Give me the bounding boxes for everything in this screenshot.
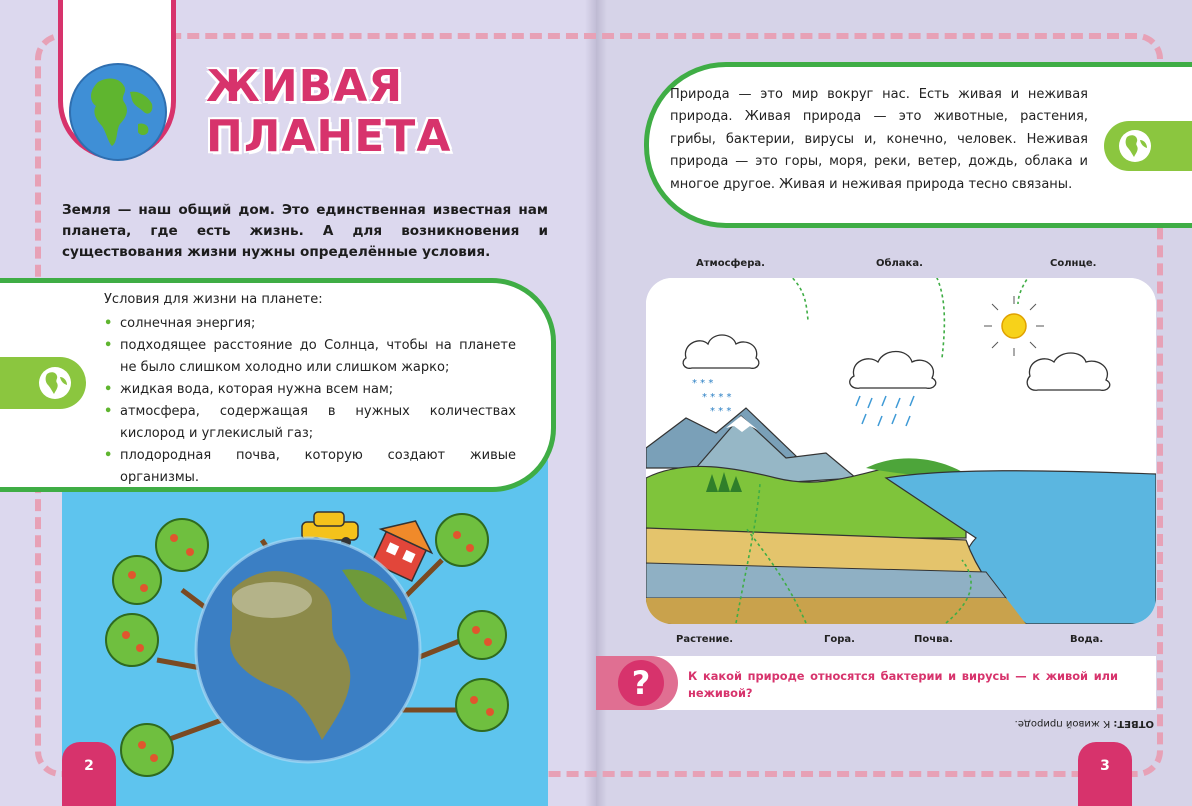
landscape-drawing: [646, 278, 1156, 624]
svg-text:* * * *: * * * *: [702, 392, 732, 403]
conditions-list: [104, 313, 516, 489]
label-mountain: Гора.: [824, 634, 855, 645]
answer-upside-down: [958, 718, 1154, 729]
page-number-right: [1078, 742, 1132, 806]
answer-text: К живой природе.: [1014, 718, 1111, 729]
conditions-title: Условия для жизни на планете:: [104, 292, 323, 307]
label-water: Вода.: [1070, 634, 1104, 645]
nature-paragraph: Природа — это мир вокруг нас. Есть живая и неживая природа. Живая природа — это животные, растения, грибы, бактерии, вирусы и, конечно, человек. Неживая природа — это горы, моря, реки, ветер, дождь, облака и многое другое. Живая и неживая природа тесно связаны.: [670, 87, 1088, 192]
question-icon: ?: [618, 660, 664, 706]
planet-earth-drawing: [62, 440, 548, 806]
page-number: 3: [1100, 758, 1110, 774]
list-item: • атмосфера, содержащая в нужных количествах кислород и углекислый газ;: [104, 401, 516, 445]
label-sun: Солнце.: [1050, 258, 1097, 269]
label-soil: Почва.: [914, 634, 953, 645]
label-plant: Растение.: [676, 634, 734, 645]
label-atmosphere: Атмосфера.: [696, 258, 765, 269]
intro-paragraph: Земля — наш общий дом. Это единственная известная нам планета, где есть жизнь. А для возникновения и существования жизни нужны определённые условия.: [62, 202, 548, 260]
title-line-2: ПЛАНЕТА: [206, 111, 452, 162]
list-item: • плодородная почва, которую создают живые организмы.: [104, 445, 516, 489]
page-title: [206, 62, 451, 162]
planet-illustration: [62, 440, 548, 806]
svg-text:* * *: * * *: [710, 406, 732, 417]
list-item: • солнечная энергия;: [104, 313, 516, 335]
globe-icon: [1117, 128, 1153, 164]
label-clouds: Облака.: [876, 258, 923, 269]
list-item: • жидкая вода, которая нужна всем нам;: [104, 379, 516, 401]
page-number: 2: [84, 758, 94, 774]
title-line-1: ЖИВАЯ: [206, 61, 404, 112]
svg-text:* * *: * * *: [692, 378, 714, 389]
question-text: К какой природе относятся бактерии и вирусы — к живой или неживой?: [688, 669, 1118, 700]
page-number-left: [62, 742, 116, 806]
answer-label: ОТВЕТ:: [1113, 718, 1154, 729]
list-item: • подходящее расстояние до Солнца, чтобы на планете не было слишком холодно или слишком жарко;: [104, 335, 516, 379]
nature-scene-illustration: [646, 278, 1156, 624]
globe-icon: [68, 62, 168, 162]
globe-icon: [37, 365, 73, 401]
